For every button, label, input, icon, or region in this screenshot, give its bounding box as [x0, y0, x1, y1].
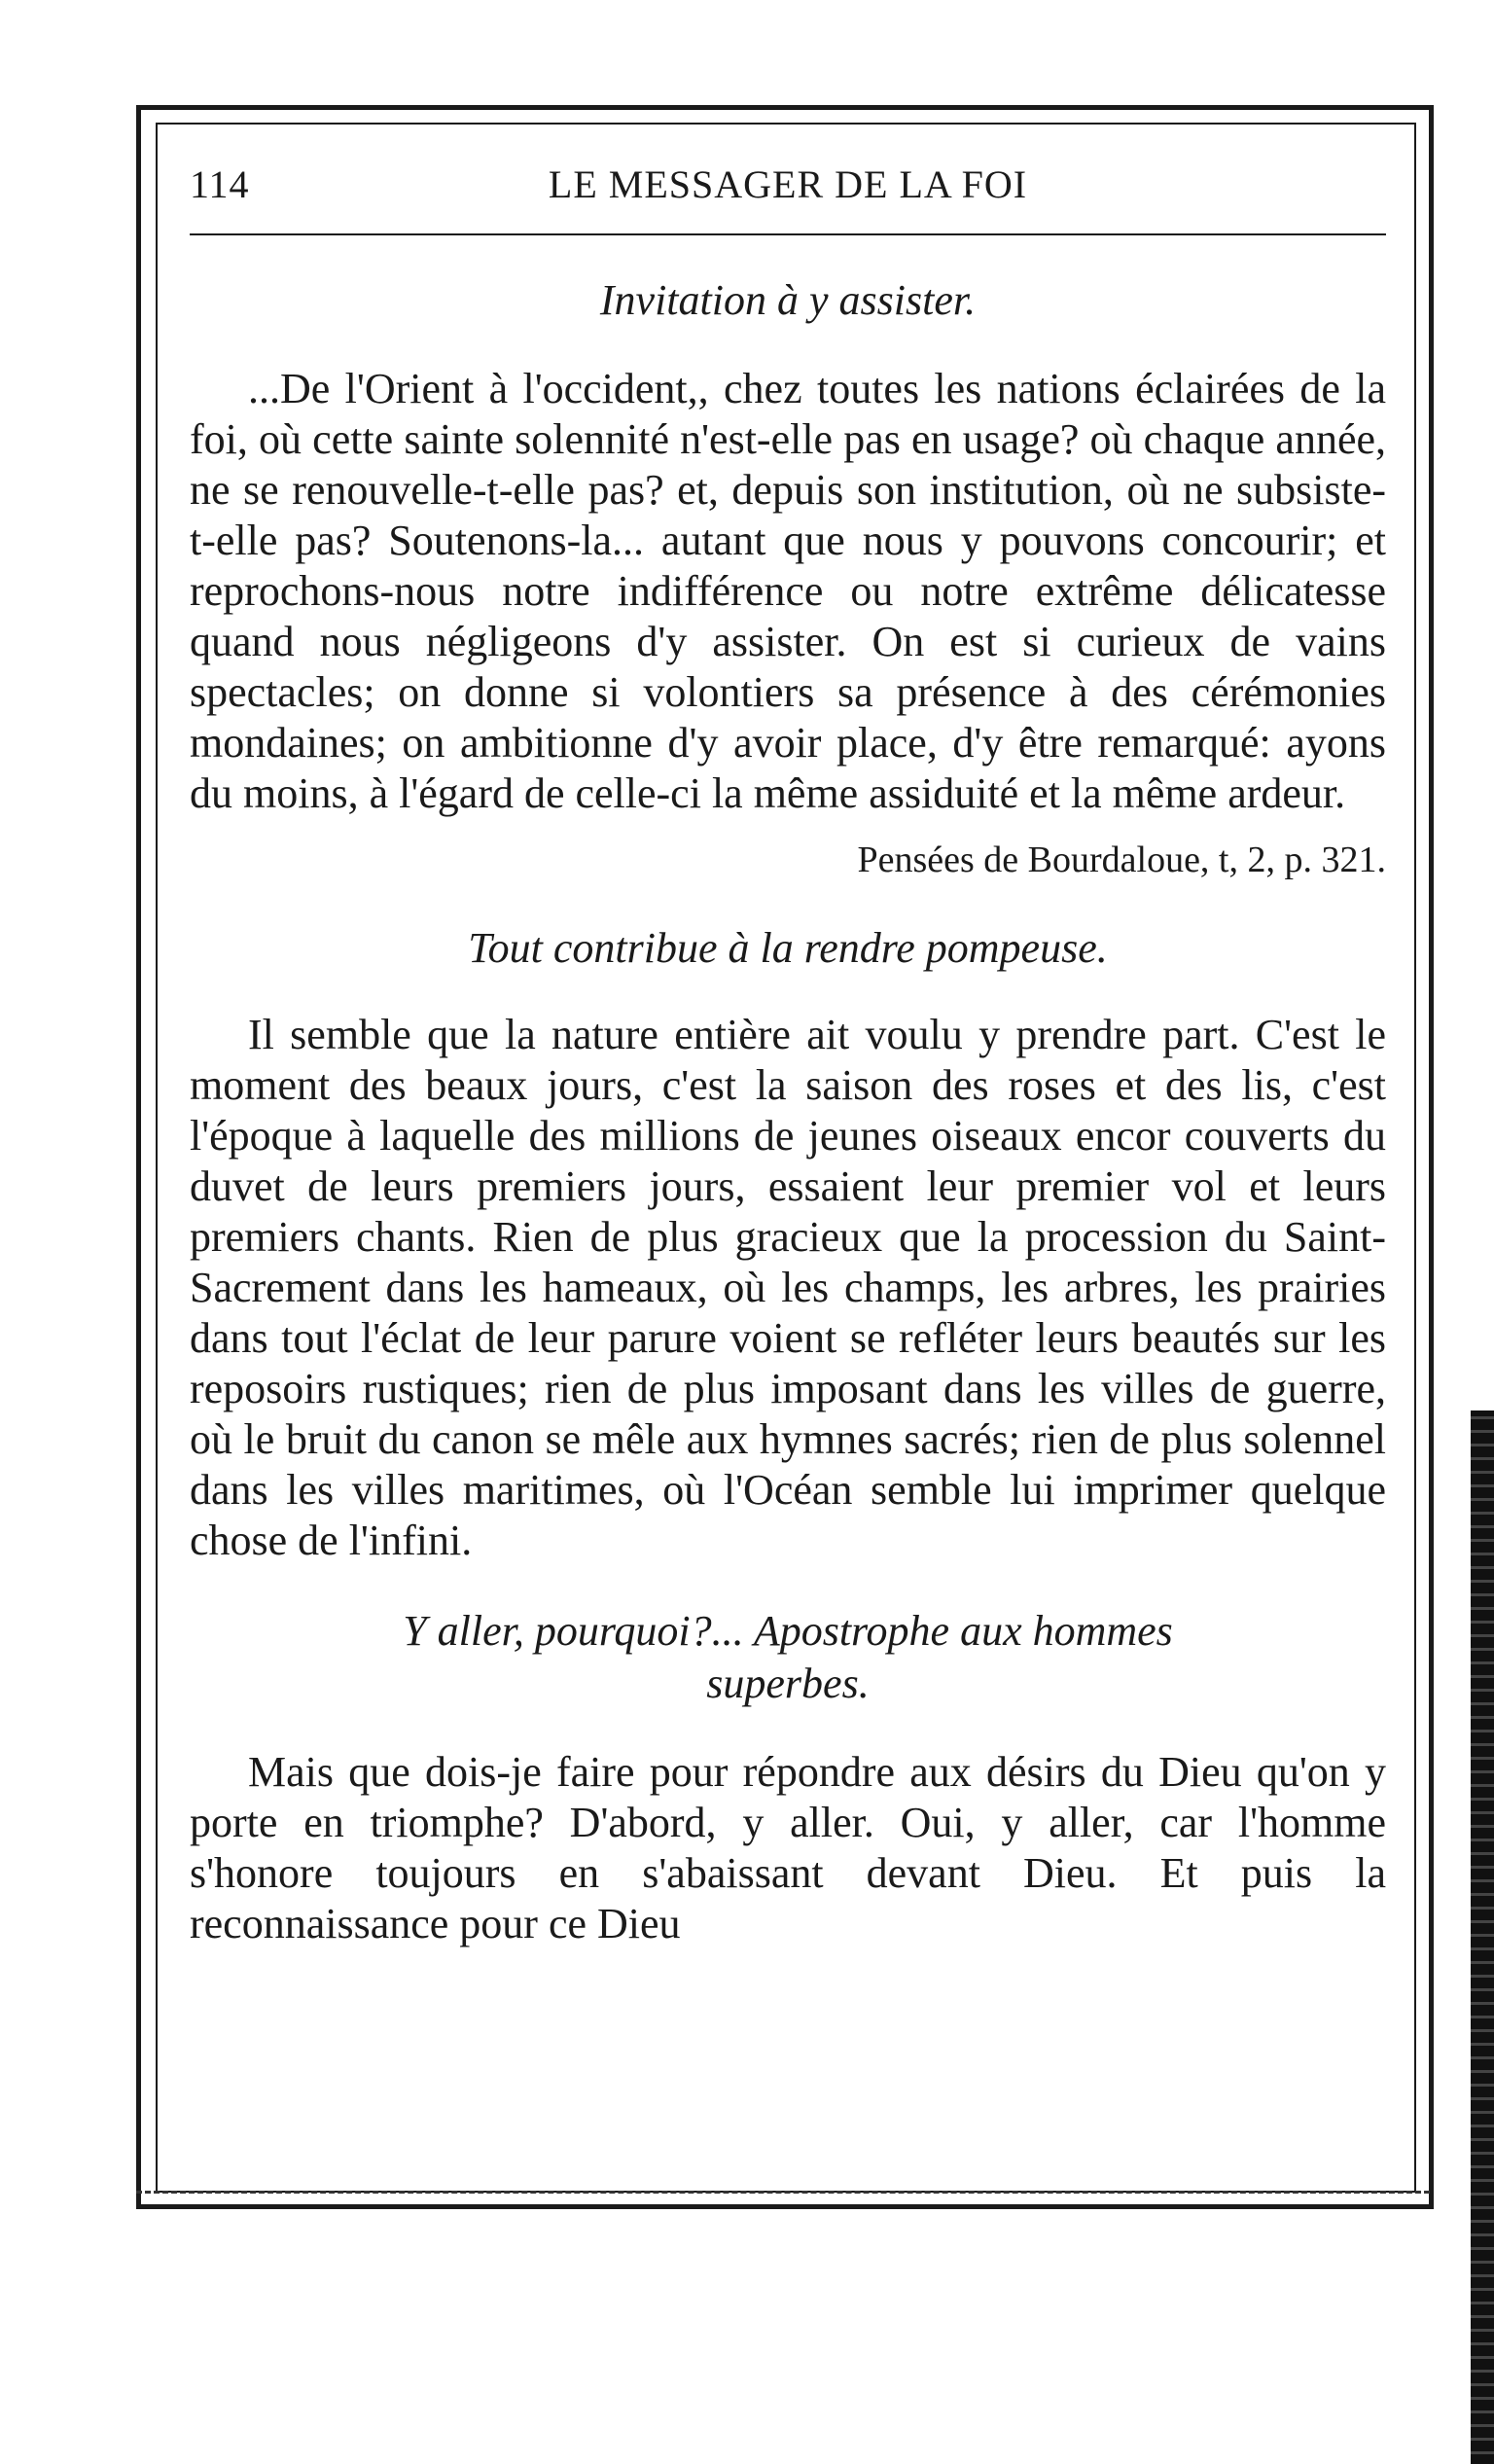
bottom-rule: [136, 2191, 1430, 2194]
paragraph-invitation: ...De l'Orient à l'occident,, chez toutes les nations éclairées de la foi, où cette sainte solennité n'est-elle pas en usage? où chaque année, ne se renouvelle-t-elle pas? et, depuis son institution, où ne subsiste-t-elle pas? Soutenons-la... autant que nous y pouvons concourir; et reprochons-nous notre indifférence ou notre extrême délicatesse quand nous négligeons d'y assister. On est si curieux de vains spectacles; on donne si volontiers sa présence à des cérémonies mondaines; on ambitionne d'y avoir place, d'y être remarqué: ayons du moins, à l'égard de celle-ci la même assiduité et la même ardeur.: [190, 365, 1386, 817]
page-number: 114: [190, 162, 250, 206]
section-title-pompeuse: Tout contribue à la rendre pompeuse.: [468, 924, 1108, 972]
page-header: [190, 144, 1386, 212]
paragraph-nature: Il semble que la nature entière ait voulu y prendre part. C'est le moment des beaux jours, c'est la saison des roses et des lis, c'est l'époque à laquelle des millions de jeunes oiseaux encor couverts du duvet de leurs premiers jours, essaient leur premier vol et leurs premiers chants. Rien de plus gracieux que la procession du Saint-Sacrement dans les hameaux, où les champs, les arbres, les prairies dans tout l'éclat de leur parure voient se refléter leurs beautés sur les reposoirs rustiques; rien de plus imposant dans les villes de guerre, où le bruit du canon se mêle aux hymnes sacrés; rien de plus solennel dans les villes maritimes, où l'Océan semble lui imprimer quelque chose de l'infini.: [190, 1011, 1386, 1564]
page-content: [190, 144, 1386, 1949]
citation-bourdaloue: Pensées de Bourdaloue, t, 2, p. 321.: [857, 839, 1386, 880]
scan-edge: [1471, 1411, 1494, 2464]
running-title: LE MESSAGER DE LA FOI: [548, 162, 1028, 206]
paragraph-y-aller: Mais que dois-je faire pour répondre aux désirs du Dieu qu'on y porte en triomphe? D'abord, y aller. Oui, y aller, car l'homme s'honore toujours en s'abaissant devant Dieu. Et puis la reconnaissance pour ce Dieu: [190, 1748, 1386, 1947]
section-title-invitation: Invitation à y assister.: [599, 276, 977, 324]
section-title-pourquoi: Y aller, pourquoi?... Apostrophe aux hommes superbes.: [403, 1607, 1173, 1707]
